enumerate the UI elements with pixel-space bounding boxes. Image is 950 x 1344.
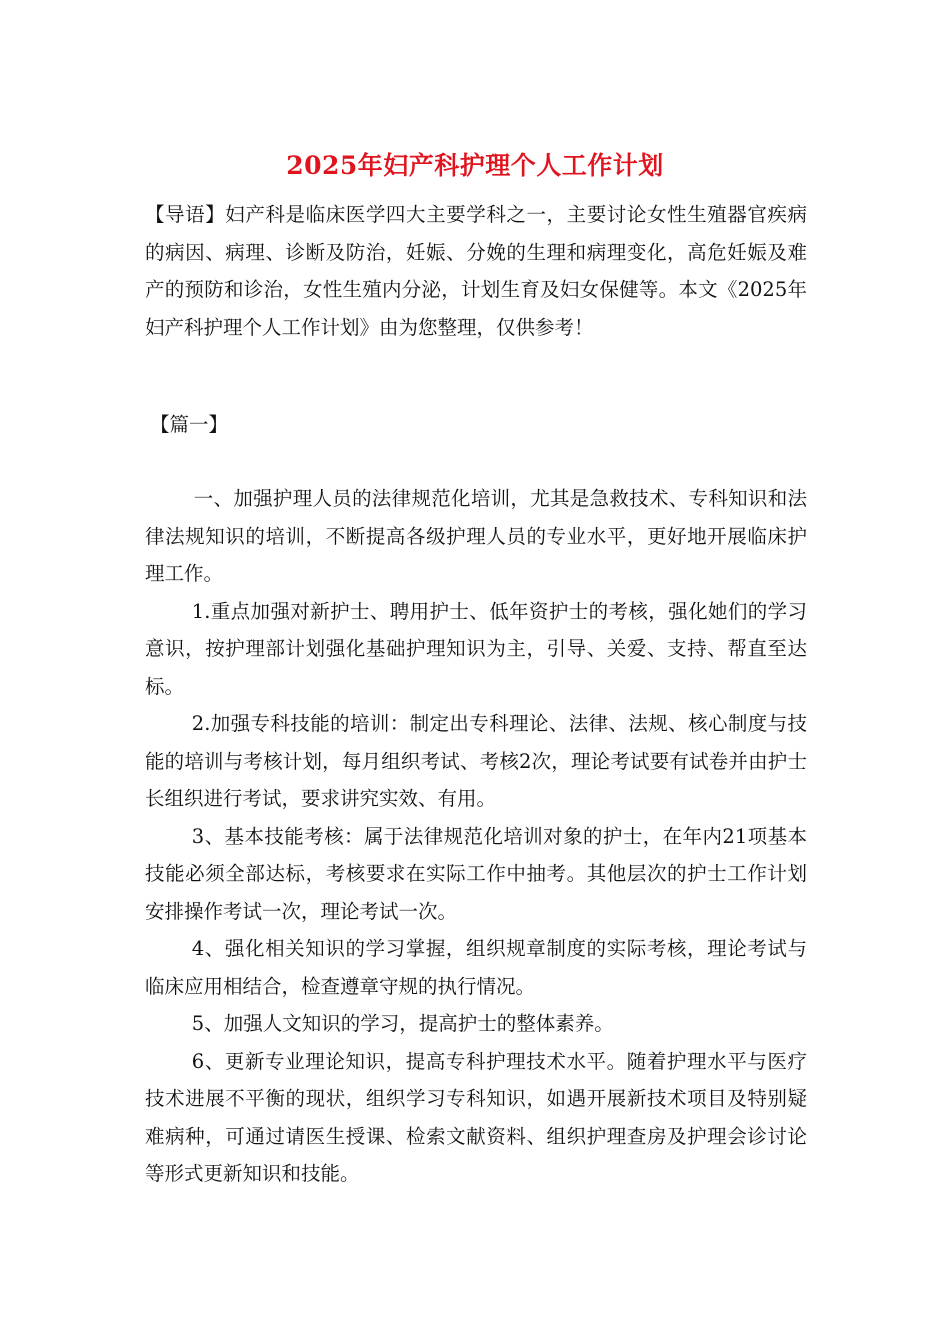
section-label: 【篇一】 <box>150 413 229 436</box>
body-paragraph: 一、加强护理人员的法律规范化培训，尤其是急救技术、专科知识和法律法规知识的培训，不断提高各级护理人员的专业水平，更好地开展临床护理工作。 <box>145 487 807 585</box>
body-text <box>145 480 807 1193</box>
body-paragraph: 2.加强专科技能的培训：制定出专科理论、法律、法规、核心制度与技能的培训与考核计划，每月组织考试、考核2次，理论考试要有试卷并由护士长组织进行考试，要求讲究实效、有用。 <box>145 712 807 810</box>
intro-paragraph: 【导语】妇产科是临床医学四大主要学科之一，主要讨论女性生殖器官疾病的病因、病理、诊断及防治，妊娠、分娩的生理和病理变化，高危妊娠及难产的预防和诊治，女性生殖内分泌，计划生育及妇女保健等。本文《2025年妇产科护理个人工作计划》由为您整理，仅供参考！ <box>145 203 807 339</box>
body-paragraph: 3、基本技能考核：属于法律规范化培训对象的护士，在年内21项基本技能必须全部达标，考核要求在实际工作中抽考。其他层次的护士工作计划安排操作考试一次，理论考试一次。 <box>145 824 807 923</box>
body-paragraph: 5、加强人文知识的学习，提高护士的整体素养。 <box>191 1012 614 1035</box>
document-title: 2025年妇产科护理个人工作计划 <box>286 151 664 180</box>
body-paragraph: 1.重点加强对新护士、聘用护士、低年资护士的考核，强化她们的学习意识，按护理部计划强化基础护理知识为主，引导、关爱、支持、帮直至达标。 <box>145 599 807 698</box>
body-paragraph: 6、更新专业理论知识，提高专科护理技术水平。随着护理水平与医疗技术进展不平衡的现状，组织学习专科知识，如遇开展新技术项目及特别疑难病种，可通过请医生授课、检索文献资料、组织护理查房及护理会诊讨论等形式更新知识和技能。 <box>145 1049 807 1185</box>
body-paragraph: 4、强化相关知识的学习掌握，组织规章制度的实际考核，理论考试与临床应用相结合，检查遵章守规的执行情况。 <box>145 937 807 998</box>
